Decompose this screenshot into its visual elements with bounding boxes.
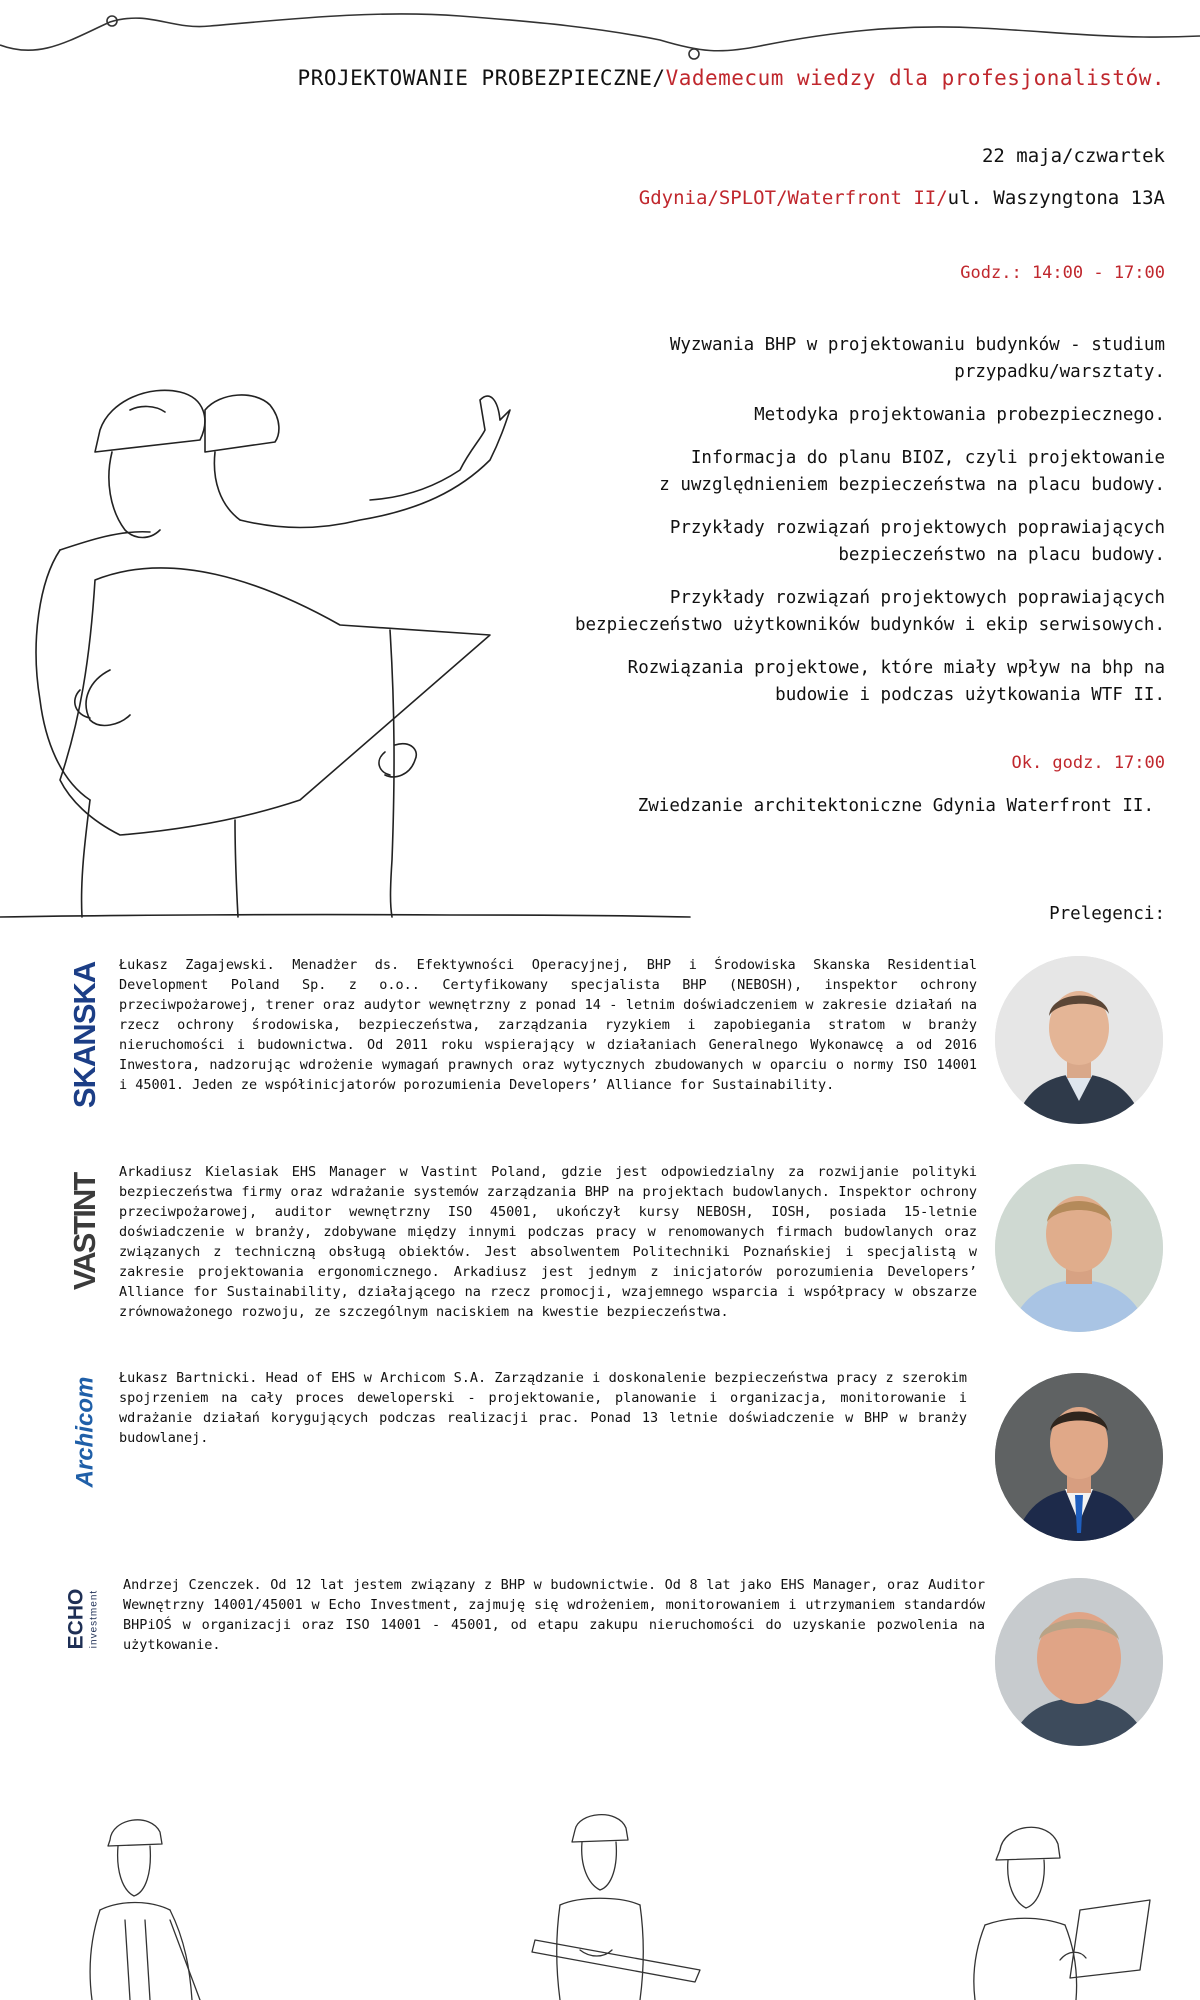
echo-investment-logo: ECHO investment [64,1588,99,1650]
bottom-workers-illustration [0,1800,1200,2000]
speaker-photo [995,1373,1163,1541]
archicom-logo: Archicom [71,1376,99,1488]
event-hours: Godz.: 14:00 - 17:00 [960,263,1165,283]
speakers-heading: Prelegenci: [1049,904,1165,924]
engineers-line-illustration [0,380,700,920]
worker-figure-middle [532,1815,700,2000]
agenda-item: Przykłady rozwiązań projektowych poprawiających bezpieczeństwo na placu budowy. [669,518,1165,565]
agenda-item: Wyzwania BHP w projektowaniu budynków - studium przypadku/warsztaty. [669,335,1165,382]
speaker-photo [995,956,1163,1124]
event-date: 22 maja/czwartek [981,145,1165,167]
agenda-item: Rozwiązania projektowe, które miały wpływ na bhp na budowie i podczas użytkowania WTF II. [627,658,1165,705]
page-title: PROJEKTOWANIE PROBEZPIECZNE/Vademecum wiedzy dla profesjonalistów. [297,66,1165,90]
agenda-item: Przykłady rozwiązań projektowych poprawiających bezpieczeństwo użytkowników budynków i ekip serwisowych. [574,588,1165,635]
agenda-item: Informacja do planu BIOZ, czyli projektowanie z uwzględnieniem bezpieczeństwa na placu budowy. [659,448,1165,495]
top-decorative-line [0,0,1200,70]
worker-figure-left [90,1820,200,2000]
vastint-logo: VASTINT [67,1173,102,1291]
worker-figure-right [974,1827,1150,2000]
event-place: Gdynia/SPLOT/Waterfront II/ul. Waszyngtona 13A [638,187,1165,209]
architecture-tour: Zwiedzanie architektoniczne Gdynia Waterfront II. [637,796,1154,816]
speaker-photo [995,1164,1163,1332]
speaker-bio: Łukasz Zagajewski. Menadżer ds. Efektywności Operacyjnej, BHP i Środowiska Skanska Residential Development Poland Sp. z o.o.. Certyfikowany specjalista BHP (NEBOSH), inspektor ochrony przeciwpożarowej, trener oraz audytor wewnętrzny z ponad 14 - letnim doświadczeniem w zakresie działań na rzecz ochrony środowiska, bezpieczeństwa, zarządzania ryzykiem i zapobiegania stratom w branży nieruchomości i budownictwa. Od 2011 roku wspierający w działaniach Generalnego Wykonawcę a od 2016 Inwestora, nadzorując wdrożenie wymagań prawnych oraz wytycznych zbudowanych w oparciu o normy ISO 14001 i 45001. Jeden ze współinicjatorów porozumienia Developers’ Alliance for Sustainability. [119,957,977,1093]
speaker-bio: Arkadiusz Kielasiak EHS Manager w Vastint Poland, gdzie jest odpowiedzialny za rozwijanie polityki bezpieczeństwa firmy oraz wdrażanie systemów zarządzania BHP na projektach budowlanych. Inspektor ochrony przeciwpożarowej, auditor wewnętrzny ISO 45001, ukończył kursy NEBOSH, IOSH, posiada 15-letnie doświadczenie w branży, zdobywane między innymi podczas pracy w renomowanych firmach budowlanych oraz związanych z techniczną obsługą obiektów. Jest absolwentem Politechniki Poznańskiej i specjalistą w zakresie projektowania ergonomicznego. Arkadiusz jest jednym z inicjatorów porozumienia Developers’ Alliance for Sustainability, działającego na rzecz promocji, wzajemnego wsparcia i współpracy w obszarze zrównoważonego rozwoju, ze szczególnym naciskiem na kwestie bezpieczeństwa. [119,1164,977,1320]
skanska-logo: SKANSKA [67,961,103,1109]
speaker-photo [995,1578,1163,1746]
agenda-item: Metodyka projektowania probezpiecznego. [754,405,1165,425]
speaker-bio: Łukasz Bartnicki. Head of EHS w Archicom S.A. Zarządzanie i doskonalenie bezpieczeństwa pracy z szerokim spojrzeniem na cały proces deweloperski - projektowanie, planowanie i organizacja, monitorowanie i wdrażanie działań korygujących podczas realizacji prac. Ponad 13 letnie doświadczenie w BHP w branży budowlanej. [119,1370,967,1446]
later-time: Ok. godz. 17:00 [1011,753,1165,773]
speaker-bio: Andrzej Czenczek. Od 12 lat jestem związany z BHP w budownictwie. Od 8 lat jako EHS Manager, oraz Auditor Wewnętrzny 14001/45001 w Echo Investment, zajmuję się wdrożeniem, monitorowaniem i utrzymaniem standardów BHPiOŚ w organizacji oraz ISO 14001 - 45001, od etapu zakupu nieruchomości do uzyskanie pozwolenia na użytkowanie. [123,1577,985,1653]
